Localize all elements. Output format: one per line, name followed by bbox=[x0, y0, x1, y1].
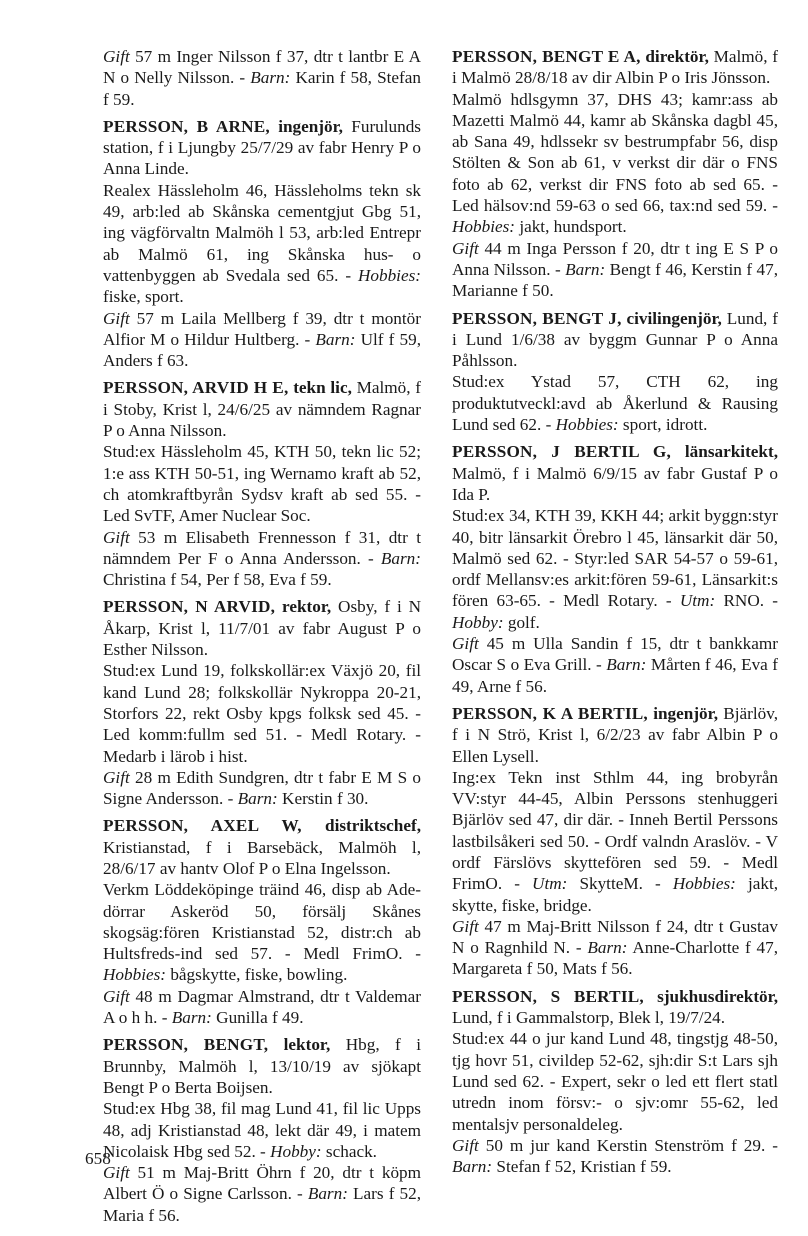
utm-label: Utm: bbox=[679, 591, 716, 611]
entry-name: PERSSON, K A BERTIL, bbox=[452, 703, 648, 723]
hobbies-label: Hobbies: bbox=[452, 217, 516, 237]
entry-name: PERSSON, S BERTIL, bbox=[452, 986, 644, 1006]
gift-text: 53 m Elisabeth Frennesson f 31, dtr t nämndem Per F o Anna Andersson. - bbox=[103, 527, 421, 568]
entry-birth: Osby, f i N Åkarp, Krist l, 11/7/01 av fabr August P o Esther Nilsson. bbox=[103, 597, 421, 660]
career-text: Stud:ex Ystad 57, CTH 62, ing produktutveckl:avd ab Åkerlund & Rausing Lund sed 62. - bbox=[452, 372, 778, 435]
entry-marriage bbox=[103, 527, 421, 591]
career-text: Verkm Löddeköpinge träind 46, disp ab Ade-dörrar Askeröd 50, försälj Skånes skogsäg:fören Kristianstad 52, distr:ch ab Hultsfreds-ind sed 57. - Medl FrimO. - bbox=[103, 880, 421, 964]
entry-title: ingenjör, bbox=[647, 703, 718, 723]
entry-marriage bbox=[103, 986, 421, 1029]
entry-career bbox=[103, 441, 421, 526]
entry-birth: Malmö, f i Malmö 28/8/18 av dir Albin P o Iris Jönsson. bbox=[452, 47, 778, 88]
entry-name: PERSSON, BENGT, bbox=[103, 1035, 269, 1055]
barn-label: Barn: bbox=[315, 329, 356, 349]
entry-heading bbox=[103, 116, 421, 180]
barn-label: Barn: bbox=[606, 655, 647, 675]
entry-marriage bbox=[103, 46, 421, 110]
gift-label: Gift bbox=[103, 308, 130, 328]
entry-heading bbox=[103, 1034, 421, 1098]
entry-name: PERSSON, BENGT E A, bbox=[452, 47, 641, 66]
entry-title: sjukhusdirektör, bbox=[643, 986, 778, 1006]
hobbies-label: Hobbies: bbox=[103, 965, 167, 985]
entry-marriage bbox=[452, 238, 778, 302]
entry-title: civilingenjör, bbox=[621, 308, 722, 328]
barn-text: Anne-Charlotte f 47, Margareta f 50, Mats f 56. bbox=[452, 938, 778, 979]
entry-career bbox=[103, 660, 421, 766]
barn-label: Barn: bbox=[250, 68, 291, 88]
entry-heading bbox=[103, 596, 421, 660]
barn-text: Mårten f 46, Eva f 49, Arne f 56. bbox=[452, 655, 778, 696]
barn-text: Bengt f 46, Kerstin f 47, Marianne f 50. bbox=[452, 259, 778, 301]
gift-text: 28 m Edith Sundgren, dtr t fabr E M S o Signe Andersson. - bbox=[103, 767, 421, 809]
career-text: Realex Hässleholm 46, Hässleholms tekn sk 49, arb:led ab Skånska cementgjut Gbg 51, ing vägförvaltn Malmöh l 53, arb:led Entrepr ab Malmö 61, ing Skånska hus- o vattenbyggen ab Svedala sed 65. - bbox=[103, 180, 421, 285]
barn-text: Ulf f 59, Anders f 63. bbox=[103, 329, 422, 371]
entry-heading bbox=[452, 308, 778, 372]
barn-label: Barn: bbox=[587, 938, 628, 958]
left-column bbox=[103, 46, 421, 1232]
hobbies-text: fiske, sport. bbox=[103, 287, 184, 307]
barn-label: Barn: bbox=[452, 1157, 493, 1177]
entry-title: ingenjör, bbox=[269, 116, 343, 136]
entry-career bbox=[452, 1028, 778, 1134]
gift-text: 51 m Maj-Britt Öhrn f 20, dtr t köpm Albert Ö o Signe Carlsson. - bbox=[103, 1163, 421, 1204]
gift-text: 45 m Ulla Sandin f 15, dtr t bankkamr Oscar S o Eva Grill. - bbox=[452, 634, 778, 675]
career-text: Stud:ex Hässleholm 45, KTH 50, tekn lic 52; 1:e ass KTH 50-51, ing Wernamo kraft ab 52, ch atomkraftbyrån Sydsv kraft ab sed 55. - Led SvTF, Amer Nuclear Soc. bbox=[103, 442, 421, 526]
utm-text: RNO. - bbox=[715, 591, 778, 611]
entry-title: distriktschef, bbox=[301, 816, 421, 836]
entry-birth: Hbg, f i Brunnby, Malmöh l, 13/10/19 av sjökapt Bengt P o Berta Boijsen. bbox=[103, 1035, 421, 1097]
barn-text: Lars f 52, Maria f 56. bbox=[103, 1184, 421, 1225]
career-text: Malmö hdlsgymn 37, DHS 43; kamr:ass ab Mazetti Malmö 44, kamr ab Skånska dagbl 45, ab Sana 49, hdlssekr sv bestrumpfabr 56, disp Stölten & Son ab 61, v verkst dir där o FNS foto ab 62, verkst dir FNS foto ab sed 65. - Led hälsov:nd 59-63 o sed 66, tax:nd sed 59. - bbox=[452, 89, 778, 216]
entry-marriage bbox=[452, 916, 778, 980]
entry-persson-bengt bbox=[103, 1034, 421, 1226]
entry-birth: Kristianstad, f i Barsebäck, Malmöh l, 28/6/17 av hantv Olof P o Elna Ingelsson. bbox=[103, 837, 421, 878]
barn-label: Barn: bbox=[237, 789, 278, 809]
hobbies-label: Hobbies: bbox=[555, 415, 619, 435]
gift-label: Gift bbox=[452, 916, 479, 936]
entry-birth: Malmö, f i Malmö 6/9/15 av fabr Gustaf P o Ida P. bbox=[452, 463, 778, 504]
gift-label: Gift bbox=[103, 767, 130, 787]
entry-birth: Bjärlöv, f i N Strö, Krist l, 6/2/23 av fabr Albin P o Ellen Lysell. bbox=[452, 703, 779, 766]
entry-name: PERSSON, AXEL W, bbox=[103, 816, 302, 836]
entry-persson-axel-w bbox=[103, 815, 421, 1028]
entry-marriage bbox=[103, 767, 421, 810]
entry-persson-j-bertil-g bbox=[452, 441, 778, 697]
entry-heading bbox=[452, 703, 778, 767]
entry-persson-arvid-h-e bbox=[103, 377, 421, 590]
entry-career bbox=[452, 371, 778, 435]
gift-text: 50 m jur kand Kerstin Stenström f 29. - bbox=[478, 1135, 778, 1155]
entry-heading bbox=[452, 986, 778, 1029]
entry-name: PERSSON, BENGT J, bbox=[452, 308, 622, 328]
entry-persson-b-arne bbox=[103, 116, 421, 372]
entry-heading bbox=[452, 441, 778, 505]
hobbies-text: jakt, skytte, fiske, bridge. bbox=[452, 874, 779, 915]
gift-text: 44 m Inga Persson f 20, dtr t ing E S P o Anna Nilsson. - bbox=[452, 238, 778, 279]
right-column bbox=[452, 46, 778, 1183]
utm-label: Utm: bbox=[532, 874, 568, 894]
hobby-text: golf. bbox=[503, 612, 540, 632]
entry-title: länsarkitekt, bbox=[670, 442, 779, 462]
entry-persson-k-a-bertil bbox=[452, 703, 778, 980]
gift-label: Gift bbox=[452, 238, 479, 258]
gift-label: Gift bbox=[103, 1163, 130, 1183]
entry-heading bbox=[103, 815, 421, 879]
entry-career bbox=[452, 767, 778, 916]
entry-heading bbox=[103, 377, 421, 441]
entry-birth: Lund, f i Gammalstorp, Blek l, 19/7/24. bbox=[452, 1008, 726, 1028]
hobbies-text: jakt, hundsport. bbox=[515, 217, 627, 237]
career-text: Ing:ex Tekn inst Sthlm 44, ing brobyrån VV:styr 44-45, Albin Perssons stenhuggeri Bjärlöv sed 47, dir där. - Inneh Bertil Perssons lastbilsåkeri sed 50. - Ordf valndn Araslöv. - V ordf Färslövs skyttefören sed 59. - Medl FrimO. - bbox=[452, 767, 778, 894]
entry-name: PERSSON, N ARVID, bbox=[103, 597, 276, 617]
entry-career bbox=[103, 879, 421, 985]
hobbies-text: bågskytte, fiske, bowling. bbox=[166, 965, 348, 985]
barn-label: Barn: bbox=[307, 1184, 348, 1204]
barn-text: Stefan f 52, Kristian f 59. bbox=[492, 1157, 672, 1177]
entry-marriage bbox=[103, 308, 421, 372]
entry-career bbox=[103, 180, 421, 308]
barn-text: Karin f 58, Stefan f 59. bbox=[103, 68, 421, 109]
entry-marriage bbox=[103, 1162, 421, 1226]
hobby-label: Hobby: bbox=[270, 1141, 322, 1161]
page-number: 658 bbox=[85, 1149, 111, 1168]
entry-persson-bengt-e-a bbox=[452, 46, 778, 302]
hobby-text: schack. bbox=[321, 1141, 377, 1161]
entry-marriage bbox=[452, 1135, 778, 1178]
entry-title: direktör, bbox=[640, 47, 709, 66]
entry-name: PERSSON, ARVID H E, bbox=[103, 378, 289, 398]
entry-birth: Lund, f i Lund 1/6/38 av byggm Gunnar P o Anna Påhlsson. bbox=[452, 308, 778, 371]
career-text: Stud:ex 44 o jur kand Lund 48, tingstjg 48-50, tjg hovr 51, civildep 52-62, sjh:dir S:t Lars sjh Lund sed 62. - Expert, sekr o led ett flert statl utredn inom försv:- o sjv:omr 55-62, led mentalsjv personaldeleg. bbox=[452, 1029, 778, 1134]
entry-career bbox=[103, 1098, 421, 1162]
entry-birth: Furulunds station, f i Ljungby 25/7/29 av fabr Henry P o Anna Linde. bbox=[103, 116, 422, 179]
hobbies-label: Hobbies: bbox=[672, 874, 736, 894]
entry-continued bbox=[103, 46, 421, 110]
entry-career bbox=[452, 89, 778, 238]
entry-title: lektor, bbox=[268, 1035, 331, 1055]
career-text: Stud:ex 34, KTH 39, KKH 44; arkit byggn:styr 40, bitr länsarkit Örebro l 45, länsarkit där 50, Malmö sed 62. - Styr:led SAR 54-57 o 59-61, ordf Mellansv:es arkit:fören 59-61, Länsarkit:s fören 63-65. - Medl Rotary. - bbox=[452, 506, 778, 611]
entry-career bbox=[452, 505, 778, 633]
entry-persson-bengt-j bbox=[452, 308, 778, 436]
gift-text: 47 m Maj-Britt Nilsson f 24, dtr t Gustav N o Ragnhild N. - bbox=[452, 916, 778, 958]
career-text: Stud:ex Lund 19, folkskollär:ex Växjö 20, fil kand Lund 28; folkskollär Nykroppa 20-21, Storfors 22, rekt Osby kpgs folksk sed 45. - Led komm:fullm sed 51. - Medl Rotary. - Medarb i lärob i hist. bbox=[103, 661, 421, 766]
gift-label: Gift bbox=[103, 986, 130, 1006]
entry-title: rektor, bbox=[275, 597, 332, 617]
gift-label: Gift bbox=[452, 1135, 479, 1155]
gift-text: 57 m Laila Mellberg f 39, dtr t montör Alfior M o Hildur Hultberg. - bbox=[103, 308, 421, 349]
barn-label: Barn: bbox=[171, 1008, 212, 1028]
barn-text: Christina f 54, Per f 58, Eva f 59. bbox=[103, 570, 332, 590]
gift-label: Gift bbox=[452, 634, 479, 654]
gift-text: 57 m Inger Nilsson f 37, dtr t lantbr E A N o Nelly Nilsson. - bbox=[103, 47, 421, 88]
entry-heading bbox=[452, 46, 778, 89]
utm-text: SkytteM. - bbox=[567, 874, 673, 894]
gift-label: Gift bbox=[103, 527, 130, 547]
entry-birth: Malmö, f i Stoby, Krist l, 24/6/25 av nämndem Ragnar P o Anna Nilsson. bbox=[103, 378, 421, 441]
hobbies-label: Hobbies: bbox=[357, 265, 421, 285]
barn-text: Gunilla f 49. bbox=[211, 1008, 304, 1028]
barn-text: Kerstin f 30. bbox=[277, 789, 369, 809]
entry-name: PERSSON, B ARNE, bbox=[103, 116, 270, 136]
gift-text: 48 m Dagmar Almstrand, dtr t Valdemar A o h h. - bbox=[103, 986, 421, 1028]
hobbies-text: sport, idrott. bbox=[618, 415, 708, 435]
barn-label: Barn: bbox=[380, 548, 421, 568]
barn-label: Barn: bbox=[565, 259, 606, 279]
entry-title: tekn lic, bbox=[288, 378, 352, 398]
gift-label: Gift bbox=[103, 47, 130, 66]
entry-persson-s-bertil bbox=[452, 986, 778, 1178]
entry-persson-n-arvid bbox=[103, 596, 421, 809]
hobby-label: Hobby: bbox=[452, 612, 504, 632]
entry-marriage bbox=[452, 633, 778, 697]
career-text: Stud:ex Hbg 38, fil mag Lund 41, fil lic Upps 48, adj Kristianstad 48, lekt där 49, i matem Nicolaisk Hbg sed 52. - bbox=[103, 1099, 421, 1161]
entry-name: PERSSON, J BERTIL G, bbox=[452, 442, 671, 462]
